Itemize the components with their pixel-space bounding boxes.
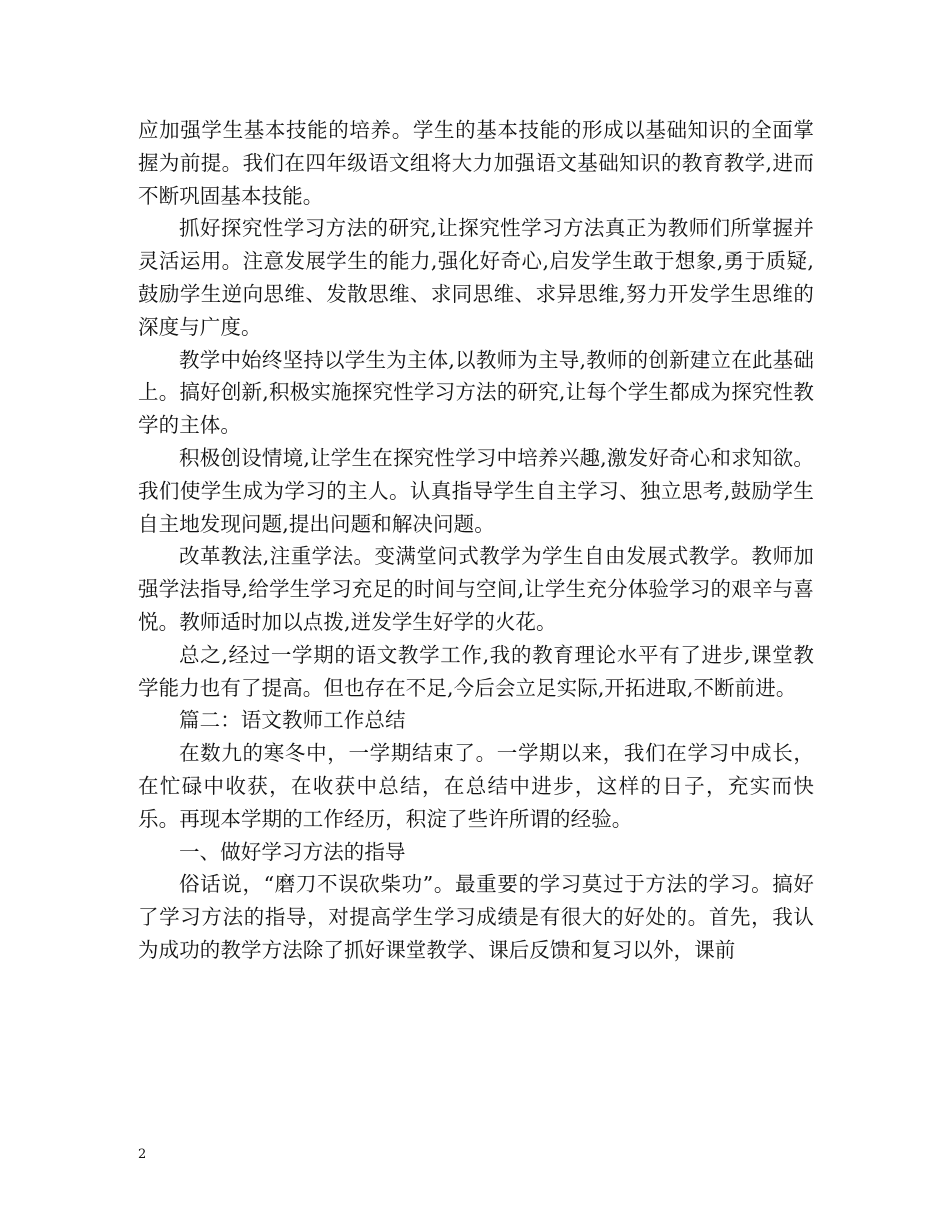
paragraph-winter-semester: 在数九的寒冬中，一学期结束了。一学期以来，我们在学习中成长，在忙碌中收获，在收获中总结，在总结中进步，这样的日子，充实而快乐。再现本学期的工作经历，积淀了些许所谓的经验。 — [138, 741, 814, 831]
paragraph-teaching-reform: 改革教法,注重学法。变满堂问式教学为学生自由发展式教学。教师加强学法指导,给学生学习充足的时间与空间,让学生充分体验学习的艰辛与喜悦。教师适时加以点拨,迸发学生好学的火花。 — [138, 544, 814, 634]
section-heading-methods: 一、做好学习方法的指导 — [179, 839, 406, 864]
document-body — [138, 114, 814, 967]
paragraph-proverb-methods: 俗话说，“磨刀不误砍柴功”。最重要的学习莫过于方法的学习。搞好了学习方法的指导，对提高学生学习成绩是有很大的好处的。首先，我认为成功的教学方法除了抓好课堂教学、课后反馈和复习以外，课前 — [138, 872, 814, 962]
page-number: 2 — [138, 1147, 147, 1162]
section-title-part-two: 篇二：语文教师工作总结 — [179, 708, 406, 733]
paragraph-conclusion: 总之,经过一学期的语文教学工作,我的教育理论水平有了进步,课堂教学能力也有了提高。但也存在不足,今后会立足实际,开拓进取,不断前进。 — [138, 642, 814, 700]
paragraph-skills: 应加强学生基本技能的培养。学生的基本技能的形成以基础知识的全面掌握为前提。我们在四年级语文组将大力加强语文基础知识的教育教学,进而不断巩固基本技能。 — [138, 118, 814, 208]
paragraph-situations: 积极创设情境,让学生在探究性学习中培养兴趣,激发好奇心和求知欲。我们使学生成为学习的主人。认真指导学生自主学习、独立思考,鼓励学生自主地发现问题,提出问题和解决问题。 — [138, 445, 814, 536]
paragraph-inquiry-methods: 抓好探究性学习方法的研究,让探究性学习方法真正为教师们所掌握并灵活运用。注意发展学生的能力,强化好奇心,启发学生敢于想象,勇于质疑,鼓励学生逆向思维、发散思维、求同思维、求异思维,努力开发学生思维的深度与广度。 — [138, 216, 814, 339]
paragraph-student-centered: 教学中始终坚持以学生为主体,以教师为主导,教师的创新建立在此基础上。搞好创新,积极实施探究性学习方法的研究,让每个学生都成为探究性教学的主体。 — [138, 347, 814, 438]
